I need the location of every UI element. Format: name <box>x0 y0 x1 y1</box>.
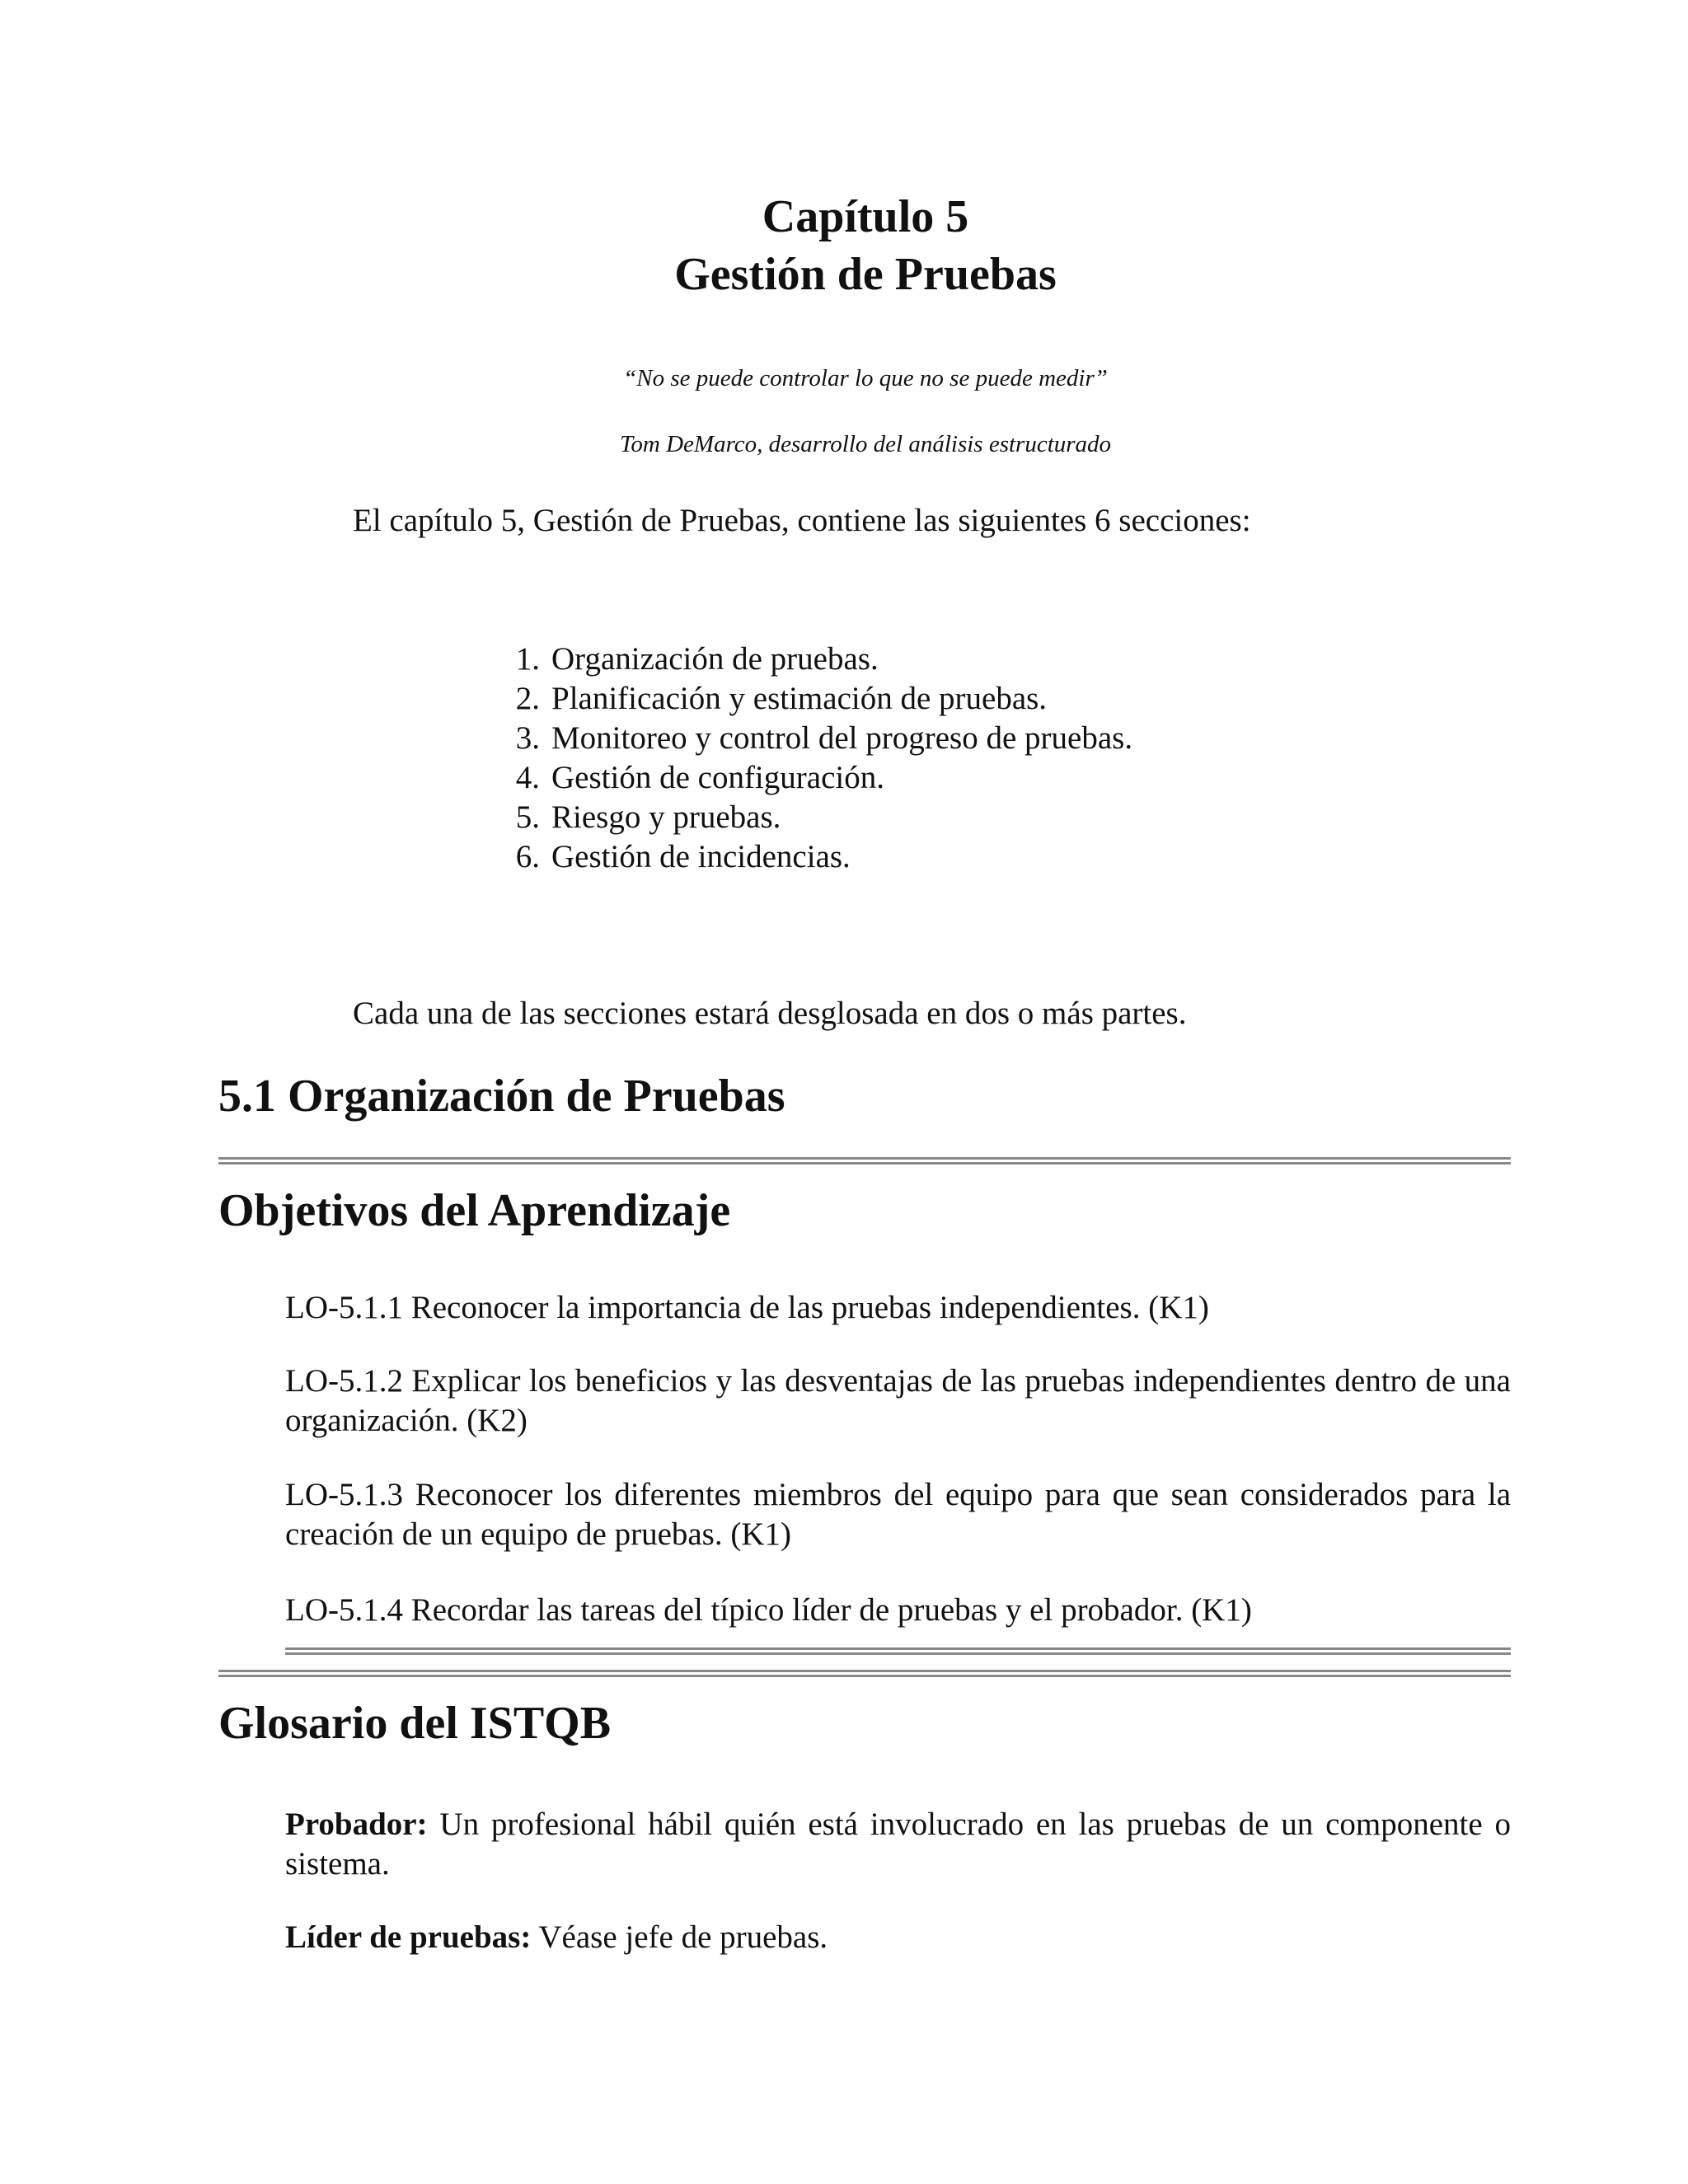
epigraph-attribution: Tom DeMarco, desarrollo del análisis estructurado <box>619 431 1112 457</box>
list-item: 5. Riesgo y pruebas. <box>515 799 781 835</box>
chapter-number: Capítulo 5 <box>762 191 969 242</box>
objective-item: LO-5.1.3 Reconocer los diferentes miembros del equipo para que sean considerados para la creación de un equipo de pruebas. (K1) <box>285 1477 1511 1552</box>
objective-item: LO-5.1.1 Reconocer la importancia de las pruebas independientes. (K1) <box>285 1290 1209 1325</box>
chapter-title <box>0 188 1688 303</box>
list-item: 3. Monitoreo y control del progreso de pruebas. <box>515 720 1133 756</box>
objectives-divider <box>285 1647 1511 1655</box>
intro-paragraph: El capítulo 5, Gestión de Pruebas, contiene las siguientes 6 secciones: <box>353 503 1251 538</box>
sections-list <box>495 640 1132 877</box>
epigraph-quote: “No se puede controlar lo que no se puede medir” <box>623 365 1108 391</box>
glossary-heading: Glosario del ISTQB <box>218 1698 612 1749</box>
glossary-entry <box>285 1918 828 1957</box>
section-divider <box>218 1670 1511 1677</box>
list-item: 2. Planificación y estimación de pruebas. <box>515 681 1048 716</box>
glossary-definition: Véase jefe de pruebas. <box>538 1919 828 1955</box>
section-divider <box>218 1157 1511 1165</box>
list-item: 1. Organización de pruebas. <box>515 641 879 677</box>
glossary-entry <box>285 1805 1511 1884</box>
glossary-term: Probador: <box>285 1807 428 1842</box>
objective-item: LO-5.1.2 Explicar los beneficios y las desventajas de las pruebas independientes dentro de una organización. (K2) <box>285 1363 1511 1438</box>
list-item: 6. Gestión de incidencias. <box>515 839 851 874</box>
list-item: 4. Gestión de configuración. <box>515 760 884 795</box>
objective-item: LO-5.1.4 Recordar las tareas del típico líder de pruebas y el probador. (K1) <box>285 1592 1252 1628</box>
glossary-definition: Un profesional hábil quién está involucrado en las pruebas de un componente o sistema. <box>285 1807 1512 1882</box>
chapter-name: Gestión de Pruebas <box>674 249 1057 300</box>
glossary-term: Líder de pruebas: <box>285 1919 532 1955</box>
section-heading-5-1: 5.1 Organización de Pruebas <box>218 1071 785 1122</box>
outro-paragraph: Cada una de las secciones estará desglosada en dos o más partes. <box>353 996 1187 1031</box>
objectives-heading: Objetivos del Aprendizaje <box>218 1185 731 1236</box>
